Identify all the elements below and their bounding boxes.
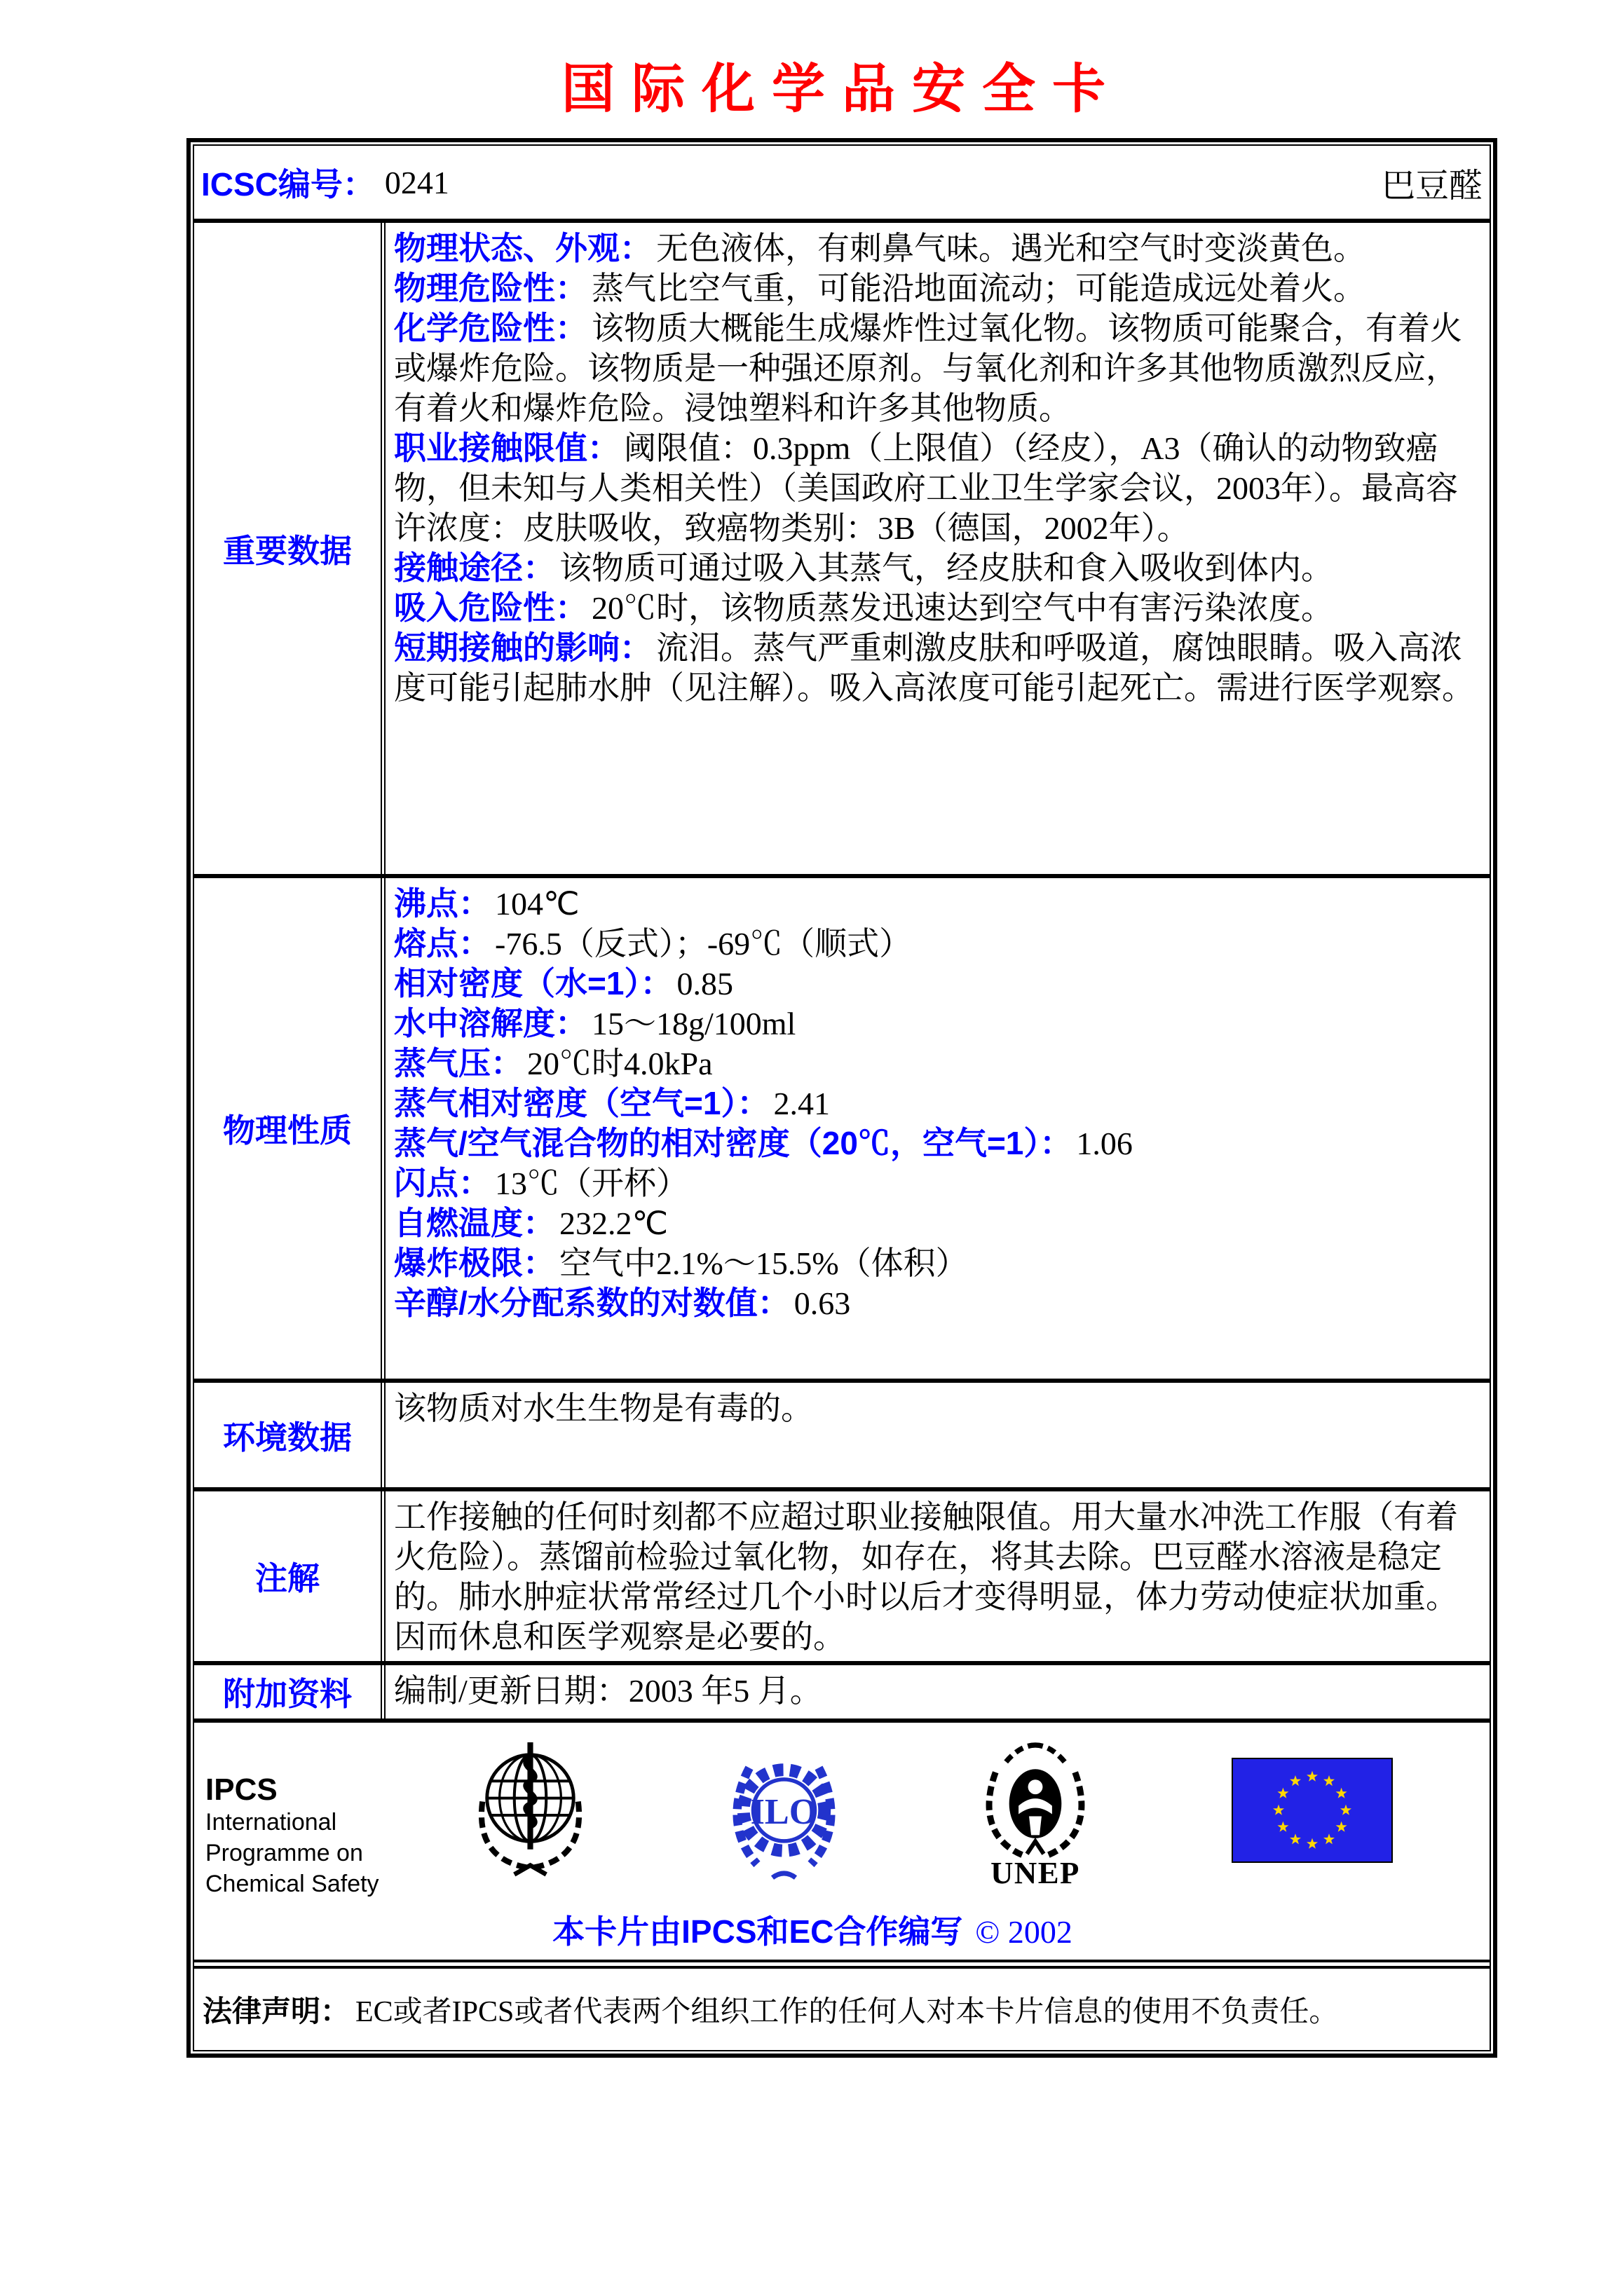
credit-line — [205, 1906, 1476, 1953]
section-additional-info — [194, 1661, 1490, 1718]
ipcs-line-2: Programme on — [205, 1840, 363, 1866]
section-important-data — [194, 219, 1490, 874]
data-item-text: 该物质可通过吸入其蒸气，经皮肤和食入吸收到体内。 — [559, 550, 1333, 586]
data-item-label: 吸入危险性： — [394, 589, 587, 626]
section-environmental-data — [194, 1379, 1490, 1487]
data-item-text: 蒸气比空气重，可能沿地面流动；可能造成远处着火。 — [592, 271, 1365, 306]
property-item-value: 1.06 — [1076, 1126, 1133, 1161]
section-logos — [194, 1718, 1490, 1960]
property-item — [394, 1163, 1480, 1203]
eu-flag-icon — [1232, 1758, 1393, 1863]
property-item-value: 0.63 — [793, 1285, 851, 1321]
section-label-physical-properties: 物理性质 — [194, 878, 386, 1379]
data-item — [394, 308, 1480, 428]
data-item — [394, 548, 1480, 588]
card-header-row — [194, 146, 1490, 219]
data-item — [394, 428, 1480, 548]
legal-text: EC或者IPCS或者代表两个组织工作的任何人对本卡片信息的使用不负责任。 — [355, 1996, 1339, 2028]
ilo-logo-icon — [726, 1740, 842, 1887]
data-item-label: 物理危险性： — [394, 270, 587, 306]
credit-text: 本卡片由IPCS和EC合作编写 — [552, 1913, 963, 1950]
data-item-text: 无色液体，有刺鼻气味。遇光和空气时变淡黄色。 — [656, 231, 1365, 266]
page-title: 国际化学品安全卡 — [561, 60, 1122, 119]
environmental-data-content — [386, 1383, 1490, 1487]
property-item-value: -76.5（反式）；-69℃（顺式） — [495, 926, 912, 962]
property-item-label: 闪点： — [394, 1165, 491, 1201]
data-item-text: 阈限值：0.3ppm（上限值）（经皮），A3（确认的动物致癌物，但未知与人类相关性）（美国政府工业卫生学家会议，2003年）。最高容许浓度：皮肤吸收，致癌物类别：3B（德国，2002年）。 — [394, 430, 1458, 546]
ipcs-line-3: Chemical Safety — [205, 1871, 379, 1897]
section-legal — [194, 1960, 1490, 2050]
property-item-value: 空气中2.1%～15.5%（体积） — [559, 1245, 968, 1281]
section-label-important-data: 重要数据 — [194, 223, 386, 874]
data-item-text: 该物质大概能生成爆炸性过氧化物。该物质可能聚合，有着火或爆炸危险。该物质是一种强还原剂。与氧化剂和许多其他物质激烈反应，有着火和爆炸危险。浸蚀塑料和许多其他物质。 — [394, 310, 1462, 426]
environmental-data-text: 该物质对水生生物是有毒的。 — [394, 1390, 813, 1426]
property-item — [394, 964, 1480, 1004]
physical-properties-content — [386, 878, 1490, 1379]
property-item-label: 辛醇/水分配系数的对数值： — [394, 1285, 790, 1321]
data-item-label: 职业接触限值： — [394, 430, 620, 466]
property-item-value: 13℃（开杯） — [495, 1166, 688, 1201]
property-item-label: 蒸气压： — [394, 1045, 523, 1081]
data-item-label: 化学危险性： — [394, 310, 587, 346]
icsc-number-value: 0241 — [384, 164, 449, 200]
property-item-label: 沸点： — [394, 885, 491, 922]
property-item-label: 蒸气/空气混合物的相对密度（20℃，空气=1）： — [394, 1125, 1072, 1161]
ilo-letters: ILO — [750, 1791, 818, 1833]
property-item — [394, 1004, 1480, 1044]
ipcs-text-block — [205, 1773, 381, 1899]
property-item-value: 232.2℃ — [559, 1205, 669, 1241]
data-item — [394, 228, 1480, 268]
property-item-label: 水中溶解度： — [394, 1005, 587, 1041]
chemical-name: 巴豆醛 — [1381, 167, 1483, 205]
ipcs-line-1: International — [205, 1809, 337, 1836]
data-item — [394, 268, 1480, 308]
section-label-notes: 注解 — [194, 1491, 386, 1661]
data-item — [394, 588, 1480, 628]
notes-content — [386, 1491, 1490, 1661]
property-item — [394, 924, 1480, 964]
additional-info-content — [386, 1665, 1490, 1718]
section-label-environmental-data: 环境数据 — [194, 1383, 386, 1487]
data-item — [394, 628, 1480, 708]
unep-logo-icon — [972, 1737, 1098, 1885]
section-label-additional-info: 附加资料 — [194, 1665, 386, 1718]
safety-card — [186, 138, 1497, 2058]
notes-text: 工作接触的任何时刻都不应超过职业接触限值。用大量水冲洗工作服（有着火危险）。蒸馏前检验过氧化物，如存在，将其去除。巴豆醛水溶液是稳定的。肺水肿症状常常经过几个小时以后才变得明显，体力劳动使症状加重。因而休息和医学观察是必要的。 — [394, 1499, 1458, 1655]
property-item-value: 104℃ — [495, 886, 580, 922]
property-item-value: 2.41 — [773, 1086, 830, 1121]
property-item — [394, 1203, 1480, 1243]
ipcs-acronym: IPCS — [205, 1772, 278, 1807]
property-item — [394, 1123, 1480, 1163]
property-item — [394, 1084, 1480, 1123]
important-data-content — [386, 223, 1490, 874]
section-physical-properties — [194, 874, 1490, 1379]
property-item-value: 0.85 — [676, 966, 733, 1002]
who-logo-icon — [462, 1735, 599, 1886]
property-item-value: 15～18g/100ml — [592, 1006, 796, 1041]
property-item-label: 自燃温度： — [394, 1205, 555, 1241]
section-notes — [194, 1487, 1490, 1661]
icsc-number-label: ICSC编号： — [201, 166, 375, 203]
data-item-text: 20℃时，该物质蒸发迅速达到空气中有害污染浓度。 — [592, 590, 1333, 626]
property-item — [394, 1243, 1480, 1283]
property-item-label: 熔点： — [394, 925, 491, 962]
data-item-label: 接触途径： — [394, 549, 555, 586]
property-item — [394, 884, 1480, 924]
property-item-label: 蒸气相对密度（空气=1）： — [394, 1085, 770, 1121]
property-item — [394, 1283, 1480, 1323]
unep-letters: UNEP — [990, 1855, 1080, 1885]
property-item-value: 20℃时4.0kPa — [527, 1046, 713, 1081]
data-item-label: 物理状态、外观： — [394, 230, 652, 266]
data-item-label: 短期接触的影响： — [394, 629, 652, 666]
property-item-label: 爆炸极限： — [394, 1245, 555, 1281]
property-item-label: 相对密度（水=1）： — [394, 965, 673, 1002]
property-item — [394, 1044, 1480, 1084]
legal-label: 法律声明： — [203, 1995, 350, 2028]
additional-info-text: 编制/更新日期：2003 年5 月。 — [394, 1673, 822, 1709]
data-item-text: 流泪。蒸气严重刺激皮肤和呼吸道，腐蚀眼睛。吸入高浓度可能引起肺水肿（见注解）。吸入高浓度可能引起死亡。需进行医学观察。 — [394, 630, 1474, 706]
copyright-text: © 2002 — [975, 1914, 1072, 1950]
